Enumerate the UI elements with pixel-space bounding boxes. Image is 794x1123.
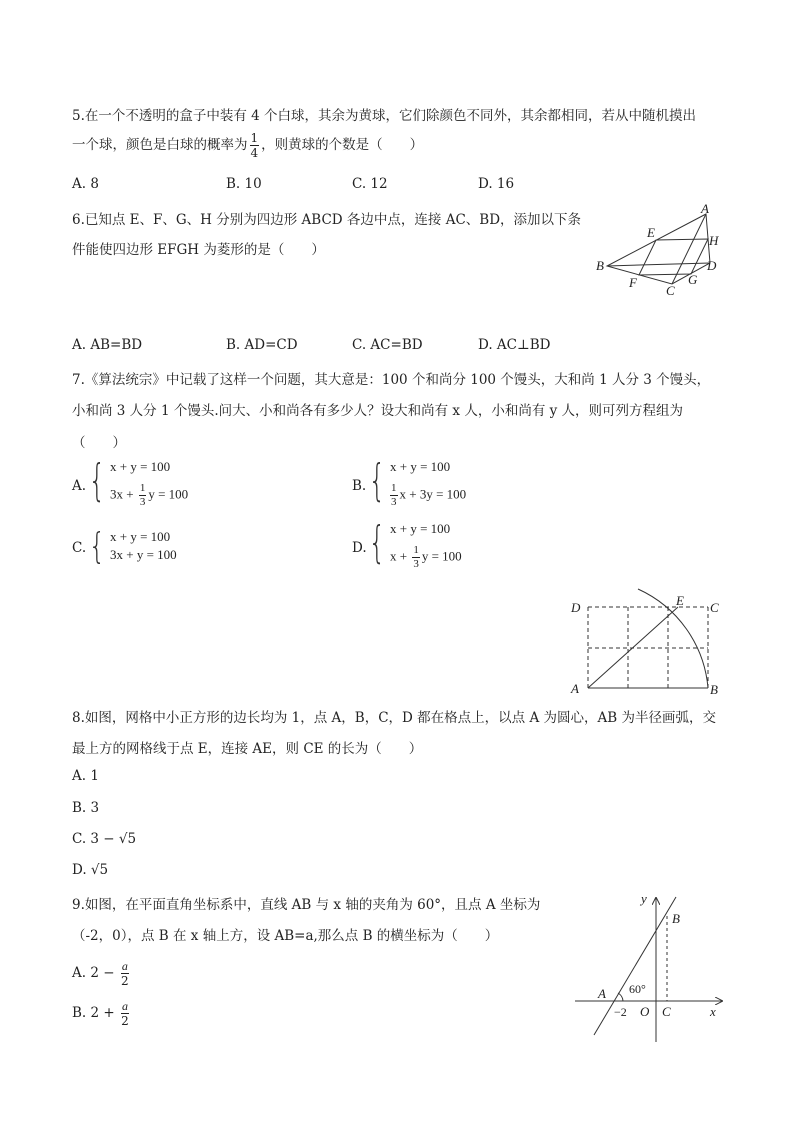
q7-option-c-eq2: 3x + y = 100 [110, 547, 177, 562]
q7-option-b-eq1: x + y = 100 [390, 459, 451, 474]
q8-option-b: B. 3 [72, 800, 100, 816]
q8-grid-figure [566, 586, 726, 698]
q7-option-c-label: C. [72, 540, 87, 556]
q7-option-a-eq1: x + y = 100 [110, 459, 171, 474]
q9-label-o: O [640, 1004, 650, 1019]
q7-option-b-label: B. [352, 478, 367, 494]
q5-option-a: A. 8 [72, 176, 99, 192]
q7-option-b-eq2: $\frac{1}{3}$ x + 3y = 100 [391, 482, 467, 508]
q9-label-minus2: −2 [614, 1005, 627, 1019]
q9-label-b: B [672, 911, 680, 926]
q9-label-a: A [598, 986, 606, 1001]
q6-label-c: C [666, 283, 675, 298]
q6-label-a: A [701, 201, 709, 216]
q5-stem-part1: 一个球，颜色是白球的概率为 [72, 137, 248, 153]
q6-label-b: B [596, 258, 604, 273]
q7-option-a-brace: { [88, 455, 106, 506]
q6-option-d: D. AC⊥BD [478, 337, 551, 353]
q7-option-d-brace: { [368, 517, 386, 568]
q6-option-c: C. AC=BD [352, 337, 423, 353]
q8-label-b: B [710, 682, 718, 697]
q9-option-a: A. 2 − $\frac{a}{2}$ [72, 959, 129, 988]
q6-label-h: H [709, 233, 719, 248]
q8-stem-line1: 8.如图，网格中小正方形的边长均为 1，点 A，B，C，D 都在格点上，以点 A 为圆心，AB 为半径画弧，交 [72, 710, 716, 726]
q7-option-a-eq2: 3x + $\frac{1}{3}$ y = 100 [110, 482, 189, 508]
q6-label-d: D [707, 258, 717, 273]
q6-option-b: B. AD=CD [226, 337, 298, 353]
q6-label-e: E [647, 225, 655, 240]
q8-label-e: E [676, 593, 684, 608]
q9-label-angle: 60° [629, 982, 646, 996]
q7-stem-line3: （ ） [72, 435, 126, 451]
q6-quadrilateral-figure [592, 200, 732, 300]
q6-option-a: A. AB=BD [72, 337, 143, 353]
q5-stem-line1: 5.在一个不透明的盒子中装有 4 个白球，其余为黄球，它们除颜色不同外，其余都相同，若从中随机摸出 [72, 108, 697, 124]
q8-option-a: A. 1 [72, 768, 99, 784]
q7-option-c-eq1: x + y = 100 [110, 529, 171, 544]
q6-stem-line1: 6.已知点 E、F、G、H 分别为四边形 ABCD 各边中点，连接 AC、BD，添加以下条 [72, 212, 582, 228]
q5-fraction: $\frac{1}{4}$ [250, 131, 259, 160]
q5-option-d: D. 16 [478, 176, 515, 192]
q5-stem-part2: ，则黄球的个数是（ ） [261, 137, 424, 153]
q8-label-a: A [571, 681, 579, 696]
q9-stem-line1: 9.如图，在平面直角坐标系中，直线 AB 与 x 轴的夹角为 60°，且点 A 坐标为 [72, 897, 541, 913]
q8-label-c: C [710, 600, 719, 615]
q6-label-f: F [629, 275, 637, 290]
q7-stem-line1: 7.《算法统宗》中记载了这样一个问题，其大意是：100 个和尚分 100 个馒头，大和尚 1 人分 3 个馒头， [72, 372, 711, 388]
q7-option-d-eq1: x + y = 100 [390, 521, 451, 536]
q9-label-c: C [662, 1004, 671, 1019]
q9-stem-line2: （-2，0），点 B 在 x 轴上方，设 AB=a,那么点 B 的横坐标为（ ） [72, 928, 499, 944]
q7-option-a-label: A. [72, 478, 87, 494]
q7-option-d-label: D. [352, 540, 367, 556]
q5-stem-line2 [72, 132, 423, 159]
q7-option-b-brace: { [368, 455, 386, 506]
q9-option-b: B. 2 + $\frac{a}{2}$ [72, 999, 129, 1028]
q5-option-c: C. 12 [352, 176, 388, 192]
q7-option-c-brace: { [88, 526, 106, 567]
q6-stem-line2: 件能使四边形 EFGH 为菱形的是（ ） [72, 242, 325, 258]
q7-stem-line2: 小和尚 3 人分 1 个馒头.问大、小和尚各有多少人？设大和尚有 x 人，小和尚有 y 人，则可列方程组为 [72, 403, 684, 419]
q9-coordinate-figure [570, 892, 730, 1052]
q9-label-y: y [641, 892, 647, 906]
q5-option-b: B. 10 [226, 176, 262, 192]
q8-stem-line2: 最上方的网格线于点 E，连接 AE，则 CE 的长为（ ） [72, 741, 423, 757]
q9-label-x: x [710, 1004, 716, 1019]
q6-label-g: G [688, 272, 698, 287]
q8-label-d: D [571, 600, 581, 615]
q8-option-c: C. 3 − √5 [72, 831, 137, 847]
q8-option-d: D. √5 [72, 862, 109, 878]
q7-option-d-eq2: x + $\frac{1}{3}$ y = 100 [390, 544, 462, 570]
